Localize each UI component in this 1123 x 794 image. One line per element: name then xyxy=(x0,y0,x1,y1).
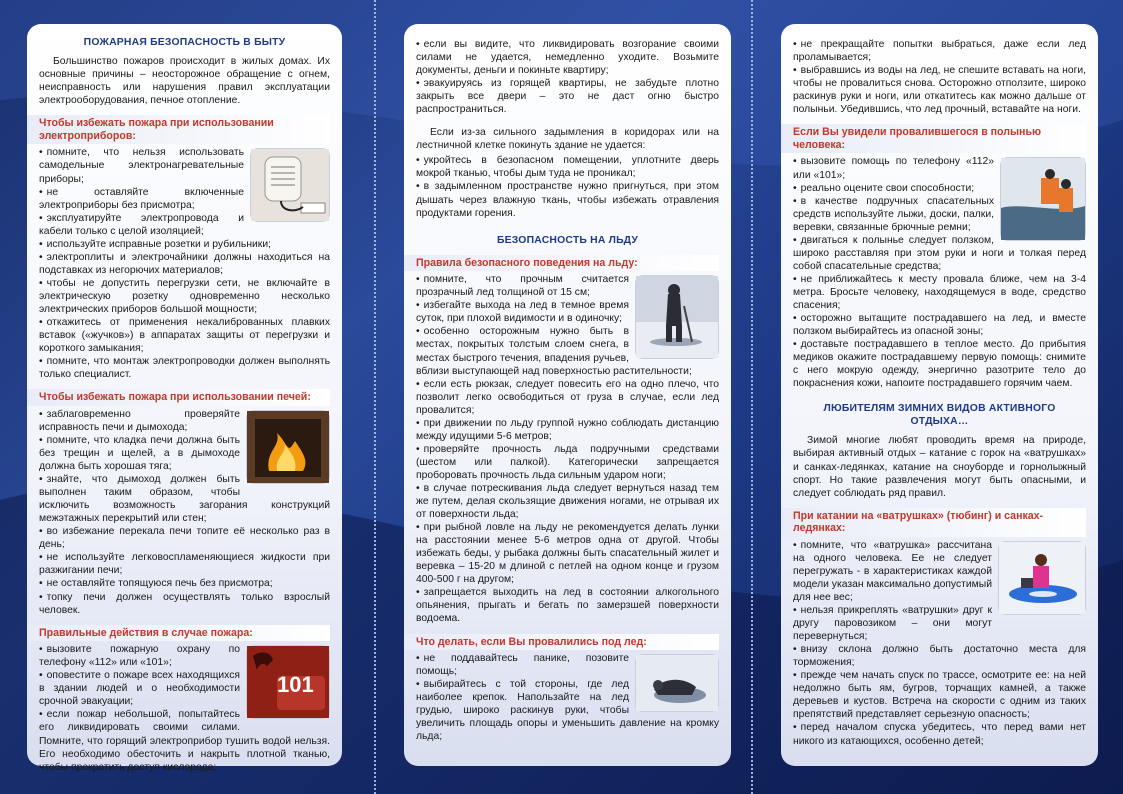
list-item: • помните, что монтаж электропроводки должен выполнять только специалист. xyxy=(39,355,330,381)
list-item: • не оставляйте топящуюся печь без присмотра; xyxy=(39,577,330,590)
list-item: • заблаговременно проверяйте исправность печи и дымохода; xyxy=(39,408,330,434)
ice-rescue-photo xyxy=(1000,157,1086,241)
phone-number-text: 101 xyxy=(277,672,314,698)
list-item: • не оставляйте включенные электроприборы без присмотра; xyxy=(39,186,330,212)
smoke-list xyxy=(416,154,719,219)
electric-section-title: Чтобы избежать пожара при использовании электроприборов: xyxy=(27,115,330,144)
list-item: • в качестве подручных спасательных средств используйте лыжи, доски, палки, веревки, связанные брючные ремни; xyxy=(793,195,1086,234)
phone-101-photo xyxy=(246,645,330,719)
tubing-photo xyxy=(998,541,1086,615)
list-item: • вызовите пожарную охрану по телефону «112» или «101»; xyxy=(39,643,330,669)
list-item: • топку печи должен осуществлять только взрослый человек. xyxy=(39,591,330,617)
list-item: • двигаться к полынье следует ползком, широко расставляя при этом руки и ноги и толкая перед собой спасательные средства; xyxy=(793,234,1086,273)
list-item: • вызовите помощь по телефону «112» или «101»; xyxy=(793,155,1086,181)
fold-line-left xyxy=(374,0,376,794)
list-item: • оповестите о пожаре всех находящихся в здании людей и о необходимости срочной эвакуации; xyxy=(39,669,330,708)
list-item: • откажитесь от применения некалиброванных плавких вставок («жучков») в аппаратах защиты от перегрузки и короткого замыкания; xyxy=(39,316,330,355)
list-item: • проверяйте прочность льда подручными средствами (шестом или палкой). Категорически запрещается проборовать прочность льда сильным ударом ноги; xyxy=(416,443,719,482)
person-in-ice-photo xyxy=(635,654,719,712)
list-item: • помните, что прочным считается прозрачный лед толщиной от 15 см; xyxy=(416,273,719,299)
ice-rules-title: Правила безопасного поведения на льду: xyxy=(404,255,719,272)
list-item: • укройтесь в безопасном помещении, уплотните дверь мокрой тканью, чтобы дым туда не проникал; xyxy=(416,154,719,180)
list-item: • реально оцените свои способности; xyxy=(793,182,1086,195)
fire-safety-title: ПОЖАРНАЯ БЕЗОПАСНОСТЬ В БЫТУ xyxy=(83,37,286,48)
list-item: • осторожно вытащите пострадавшего на лед, и вместе ползком выбирайтесь из опасной зоны; xyxy=(793,312,1086,338)
list-item: • перед началом спуска убедитесь, что перед вами нет никого из катающихся, особенно детей; xyxy=(793,721,1086,747)
list-item: • во избежание перекала печи топите её несколько раз в день; xyxy=(39,525,330,551)
list-item: • помните, что «ватрушка» рассчитана на одного человека. Ее не следует перегружать - в характеристиках каждой модели указан максимально допустимый для нее вес; xyxy=(793,539,1086,604)
list-item: • электроплиты и электрочайники должны находиться на подставках из негорючих материалов; xyxy=(39,251,330,277)
fold-line-right xyxy=(751,0,753,794)
tubing-section-title: При катании на «ватрушках» (тюбинг) и санках-ледянках: xyxy=(781,508,1086,537)
list-item: • внизу склона должно быть достаточно места для торможения; xyxy=(793,643,1086,669)
winter-activities-intro: Зимой многие любят проводить время на природе, выбирая активный отдых – катание с горок на «ватрушках» и санках-ледянках, катание на сноуборде и горнолыжный спорт. Но такие развлечения могут быть опасными, и следует соблюдать ряд правил. xyxy=(793,435,1086,499)
list-item: • избегайте выхода на лед в темное время суток, при плохой видимости и в одиночку; xyxy=(416,299,719,325)
list-item: • если есть рюкзак, следует повесить его на одно плечо, что позволит легко освободиться от груза в случае, если лед провалится; xyxy=(416,378,719,417)
list-item: • если вы видите, что ликвидировать возгорание своими силами не удается, немедленно уходите. Возьмите документы, деньги и покиньте квартиру; xyxy=(416,38,719,77)
panel-fire-safety xyxy=(27,24,342,773)
list-item: • выбравшись из воды на лед, не спешите вставать на ноги, чтобы не провалиться снова. Осторожно отползите, широко раскинув руки и ноги, или откатитесь как можно дальше от полыньи. Убедившись, что лед прочный, вставайте на ноги. xyxy=(793,64,1086,116)
list-item: • помните, что кладка печи должна быть без трещин и щелей, а в дымоходе должна быть хорошая тяга; xyxy=(39,434,330,473)
panel-ice-safety xyxy=(404,24,731,766)
rescue-other-title: Если Вы увидели провалившегося в полынью человека: xyxy=(781,124,1086,153)
list-item: • не поддавайтесь панике, позовите помощь; xyxy=(416,652,719,678)
fire-safety-intro: Большинство пожаров происходит в жилых домах. Их основные причины – неосторожное обращение с огнем, неисправность или нарушения правил эксплуатации электрооборудования, печное отопление. xyxy=(39,56,330,107)
list-item: • не приближайтесь к месту провала ближе, чем на 3-4 метра. Бросьте человеку, находящемуся в воде, средство спасения; xyxy=(793,273,1086,312)
list-item: • запрещается выходить на лед в состоянии алкогольного опьянения, прыгать и бегать по замерзшей поверхности водоема. xyxy=(416,586,719,625)
self-rescue-list xyxy=(793,38,1086,116)
list-item: • выбирайтесь с той стороны, где лед наиболее крепок. Напользайте на лед грудью, широко раскинув руки, чтобы увеличить площадь опоры и уменьшить давление на кромку льда; xyxy=(416,678,719,743)
panel-winter-activities xyxy=(781,24,1098,766)
list-item: • доставьте пострадавшего в теплое место. До прибытия медиков окажите пострадавшему первую помощь: снимите с него мокрую одежду, энергично разотрите тело до покраснения кожи, напоите пострадавшего горячим чаем. xyxy=(793,338,1086,390)
list-item: • эвакуируясь из горящей квартиры, не забудьте плотно закрыть все двери – это не даст огню быстро распространиться. xyxy=(416,77,719,116)
list-item: • эксплуатируйте электропровода и кабели только с целой изоляцией; xyxy=(39,212,330,238)
list-item: • используйте исправные розетки и рубильники; xyxy=(39,238,330,251)
fell-through-title: Что делать, если Вы провалились под лед: xyxy=(404,634,719,651)
fireplace-photo xyxy=(246,410,330,484)
list-item: • помните, что нельзя использовать самодельные электронагревательные приборы; xyxy=(39,146,330,185)
ice-safety-title: БЕЗОПАСНОСТЬ НА ЛЬДУ xyxy=(496,234,639,246)
list-item: • нельзя прикреплять «ватрушки» друг к другу паровозиком – они могут перевернуться; xyxy=(793,604,1086,643)
stove-section-title: Чтобы избежать пожара при использовании печей: xyxy=(27,389,330,406)
list-item: • особенно осторожным нужно быть в местах, покрытых толстым слоем снега, в местах быстрого течения, впадения ручьев, вблизи выступающей над поверхностью растительности; xyxy=(416,325,719,377)
smoke-intro: Если из-за сильного задымления в коридорах или на лестничной клетке покинуть здание не удается: xyxy=(416,127,719,152)
list-item: • знайте, что дымоход должен быть выполнен таким образом, чтобы исключить возможность загорания конструкций межэтажных перекрытий или стен; xyxy=(39,473,330,525)
list-item: • не используйте легковоспламеняющиеся жидкости при разжигании печи; xyxy=(39,551,330,577)
list-item: • в задымленном пространстве нужно пригнуться, при этом дышать через влажную ткань, чтобы избежать отравления продуктами горения. xyxy=(416,180,719,219)
list-item: • при движении по льду группой нужно соблюдать дистанцию между идущими 5-6 метров; xyxy=(416,417,719,443)
fire-actions-title: Правильные действия в случае пожара: xyxy=(27,625,330,642)
evacuation-list xyxy=(416,38,719,116)
list-item: • при рыбной ловле на льду не рекомендуется делать лунки на расстоянии менее 5-6 метров одна от другой. Чтобы избежать беды, у рыбака должны быть спасательный жилет и веревка – 15-20 м длиной с петлей на одном конце и грузом 400-500 г на другом; xyxy=(416,521,719,586)
list-item: • прежде чем начать спуск по трассе, осмотрите ее: на ней недолжно быть ям, бугров, торчащих камней, а также деревьев и кустов. Встреча на скорости с одним из таких препятствий представляет серьезную опасность; xyxy=(793,669,1086,721)
list-item: • не прекращайте попытки выбраться, даже если лед проламывается; xyxy=(793,38,1086,64)
list-item: • чтобы не допустить перегрузки сети, не включайте в электрическую розетку одновременно несколько электрических приборов большой мощности; xyxy=(39,277,330,316)
list-item: • в случае потрескивания льда следует вернуться назад тем же путем, делая скользящие движения ногами, не отрывая их от поверхности льда; xyxy=(416,482,719,521)
ice-fisherman-photo xyxy=(635,275,719,359)
list-item: • если пожар небольшой, попытайтесь его ликвидировать своими силами. Помните, что горящий электроприбор тушить водой нельзя. Его необходимо обесточить и накрыть плотной тканью, чтобы прекратить доступ кислорода; xyxy=(39,708,330,773)
heater-photo xyxy=(250,148,330,222)
winter-activities-title: ЛЮБИТЕЛЯМ ЗИМНИХ ВИДОВ АКТИВНОГО ОТДЫХА… xyxy=(823,403,1056,428)
